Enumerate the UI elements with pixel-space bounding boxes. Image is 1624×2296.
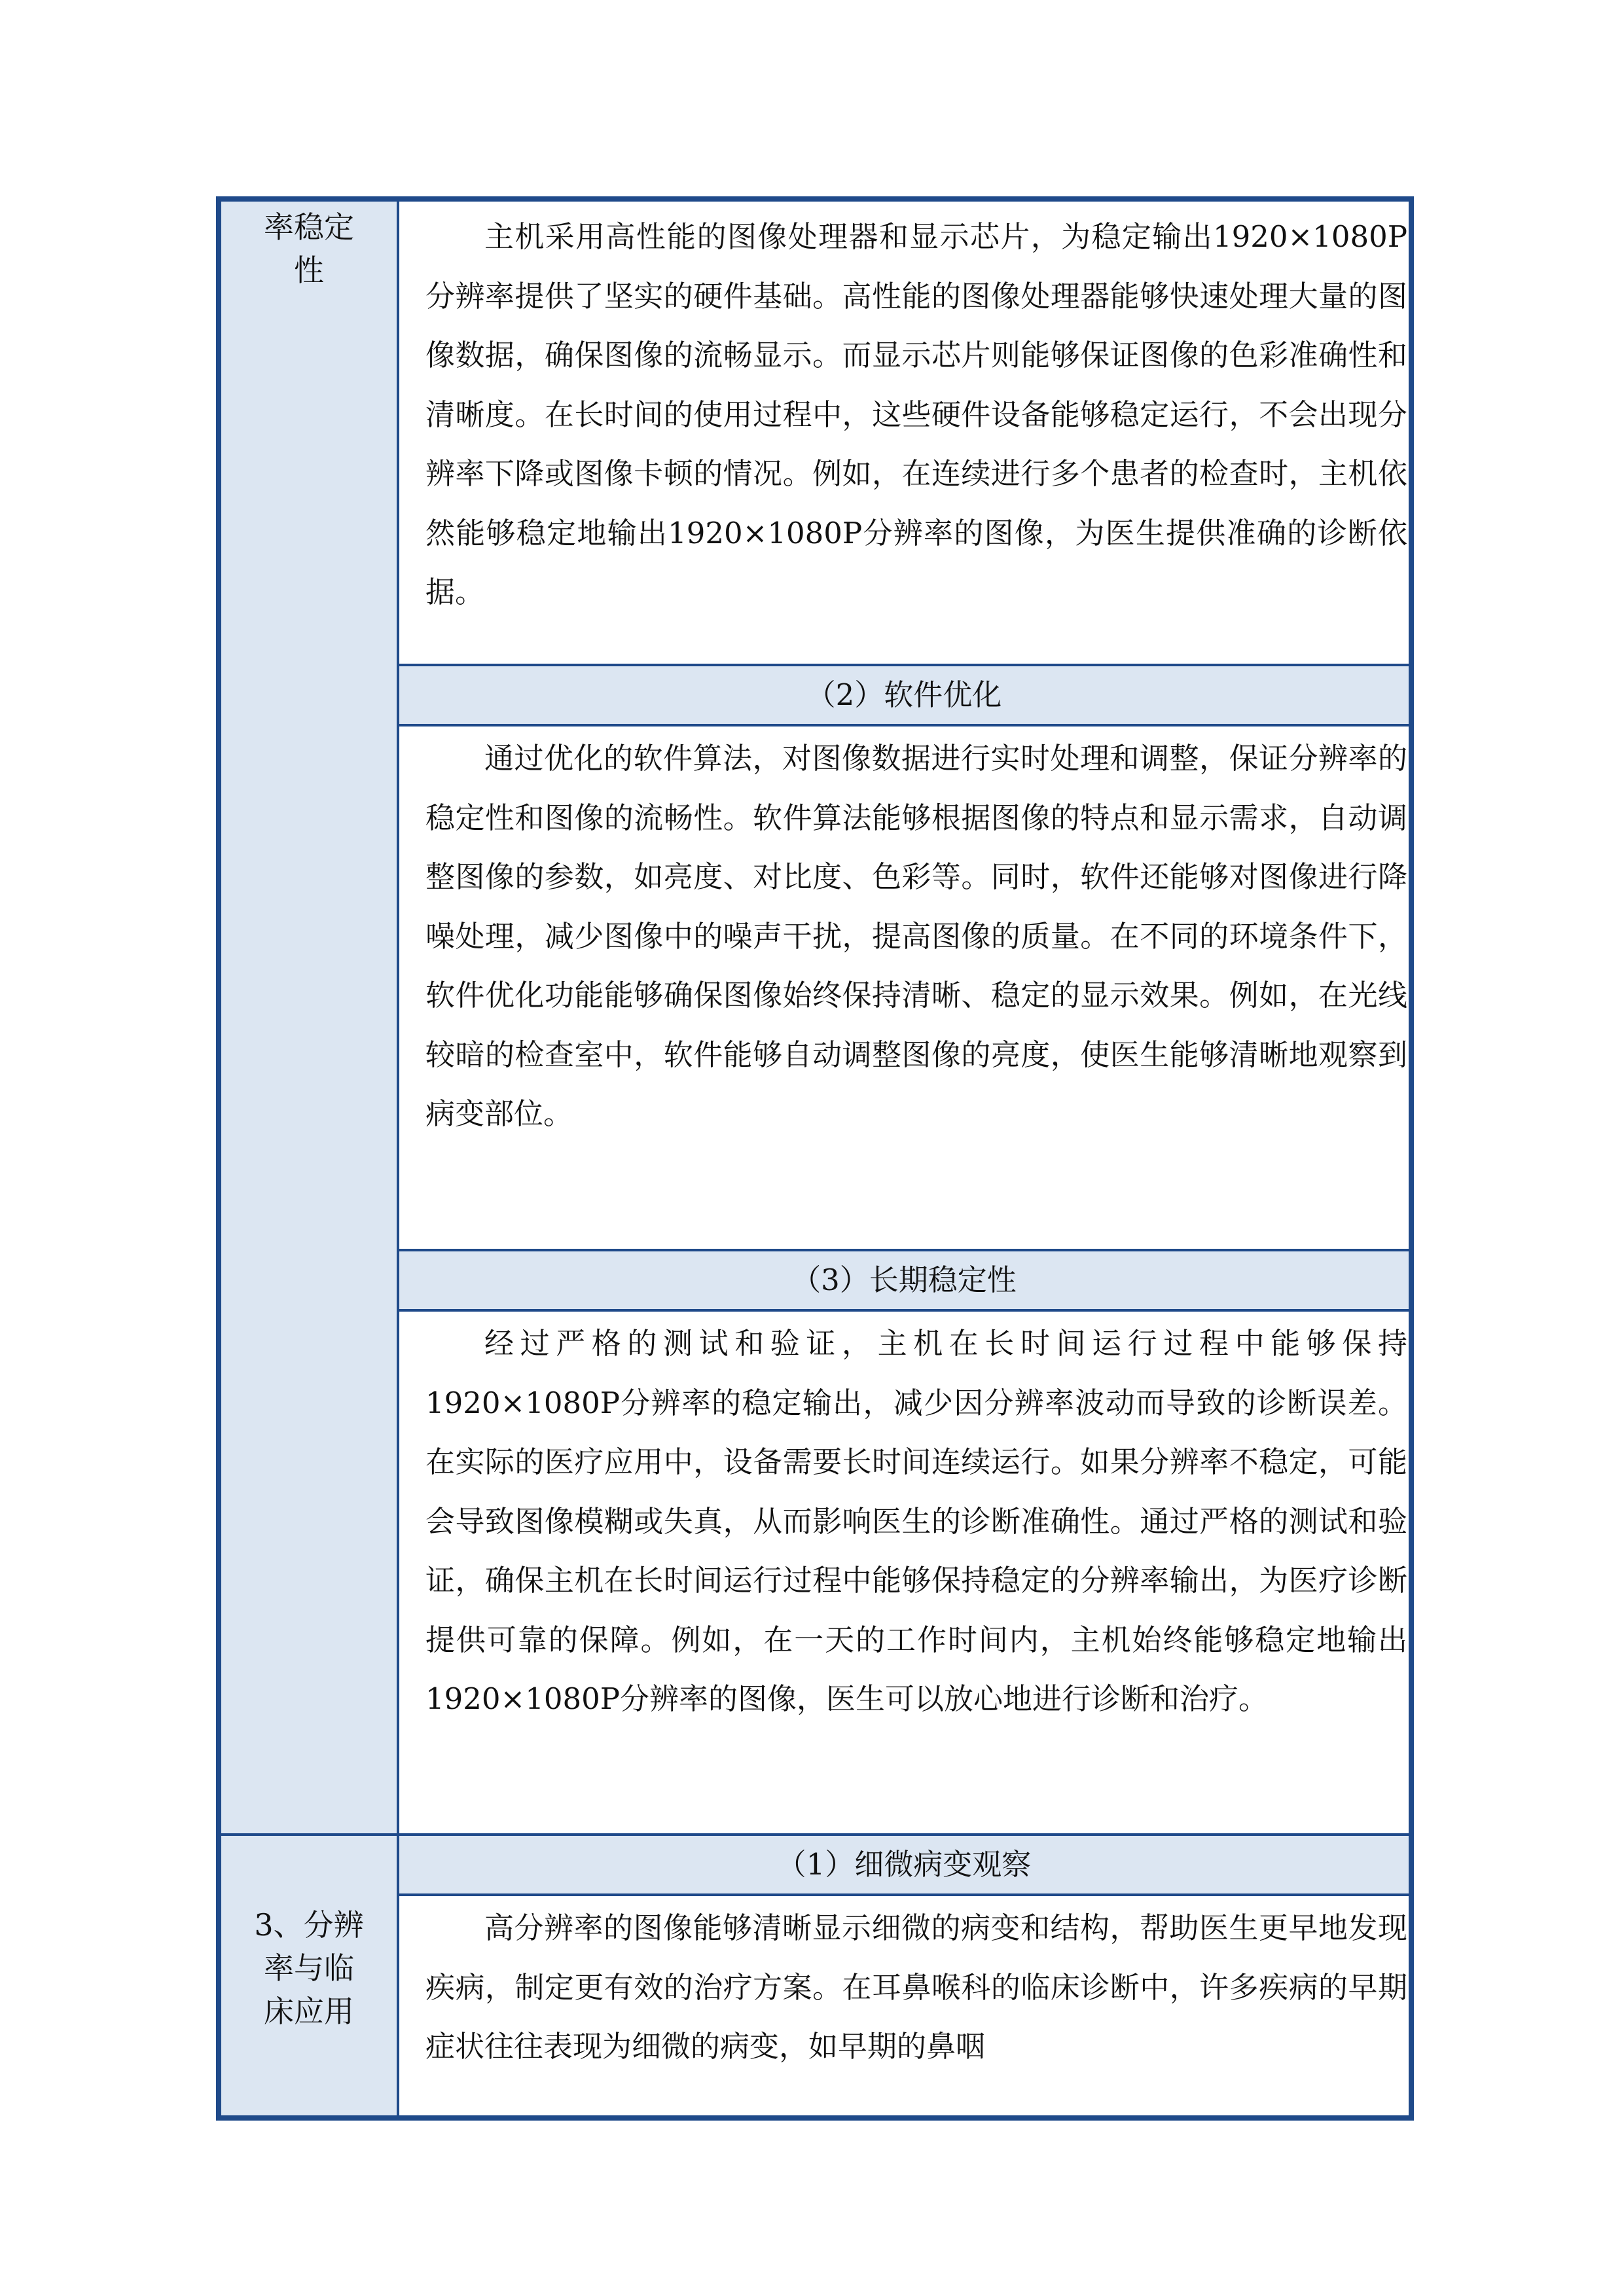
- subtle-lesion-paragraph: 高分辨率的图像能够清晰显示细微的病变和结构，帮助医生更早地发现疾病，制定更有效的治疗方案。在耳鼻喉科的临床诊断中，许多疾病的早期症状往往表现为细微的病变，如早期的鼻咽: [425, 1910, 1407, 2064]
- software-optimization-header: （2）软件优化: [399, 664, 1409, 726]
- document-table: [216, 196, 1414, 2121]
- left-label-column: [221, 202, 399, 2115]
- long-term-stability-paragraph: 经过严格的测试和验证，主机在长时间运行过程中能够保持1920×1080P分辨率的稳定输出，减少因分辨率波动而导致的诊断误差。在实际的医疗应用中，设备需要长时间连续运行。如果分辨率不稳定，可能会导致图像模糊或失真，从而影响医生的诊断准确性。通过严格的测试和验证，确保主机在长时间运行过程中能够保持稳定的分辨率输出，为医疗诊断提供可靠的保障。例如，在一天的工作时间内，主机始终能够稳定地输出1920×1080P分辨率的图像，医生可以放心地进行诊断和治疗。: [425, 1326, 1407, 1716]
- left-label-resolution-stability: 率稳定 性: [264, 209, 354, 288]
- hardware-paragraph: 主机采用高性能的图像处理器和显示芯片，为稳定输出1920×1080P分辨率提供了坚实的硬件基础。高性能的图像处理器能够快速处理大量的图像数据，确保图像的流畅显示。而显示芯片则能够保证图像的色彩准确性和清晰度。在长时间的使用过程中，这些硬件设备能够稳定运行，不会出现分辨率下降或图像卡顿的情况。例如，在连续进行多个患者的检查时，主机依然能够稳定地输出1920×1080P分辨率的图像，为医生提供准确的诊断依据。: [425, 219, 1407, 609]
- content-column: [399, 202, 1409, 2115]
- left-label-clinical-application: 3、分辨 率与临 床应用: [254, 1907, 364, 2029]
- software-optimization-paragraph: 通过优化的软件算法，对图像数据进行实时处理和调整，保证分辨率的稳定性和图像的流畅性。软件算法能够根据图像的特点和显示需求，自动调整图像的参数，如亮度、对比度、色彩等。同时，软件还能够对图像进行降噪处理，减少图像中的噪声干扰，提高图像的质量。在不同的环境条件下，软件优化功能能够确保图像始终保持清晰、稳定的显示效果。例如，在光线较暗的检查室中，软件能够自动调整图像的亮度，使医生能够清晰地观察到病变部位。: [425, 741, 1407, 1131]
- left-row-divider: [221, 1833, 397, 1836]
- subtle-lesion-header: （1）细微病变观察: [399, 1833, 1409, 1896]
- long-term-stability-header: （3）长期稳定性: [399, 1249, 1409, 1312]
